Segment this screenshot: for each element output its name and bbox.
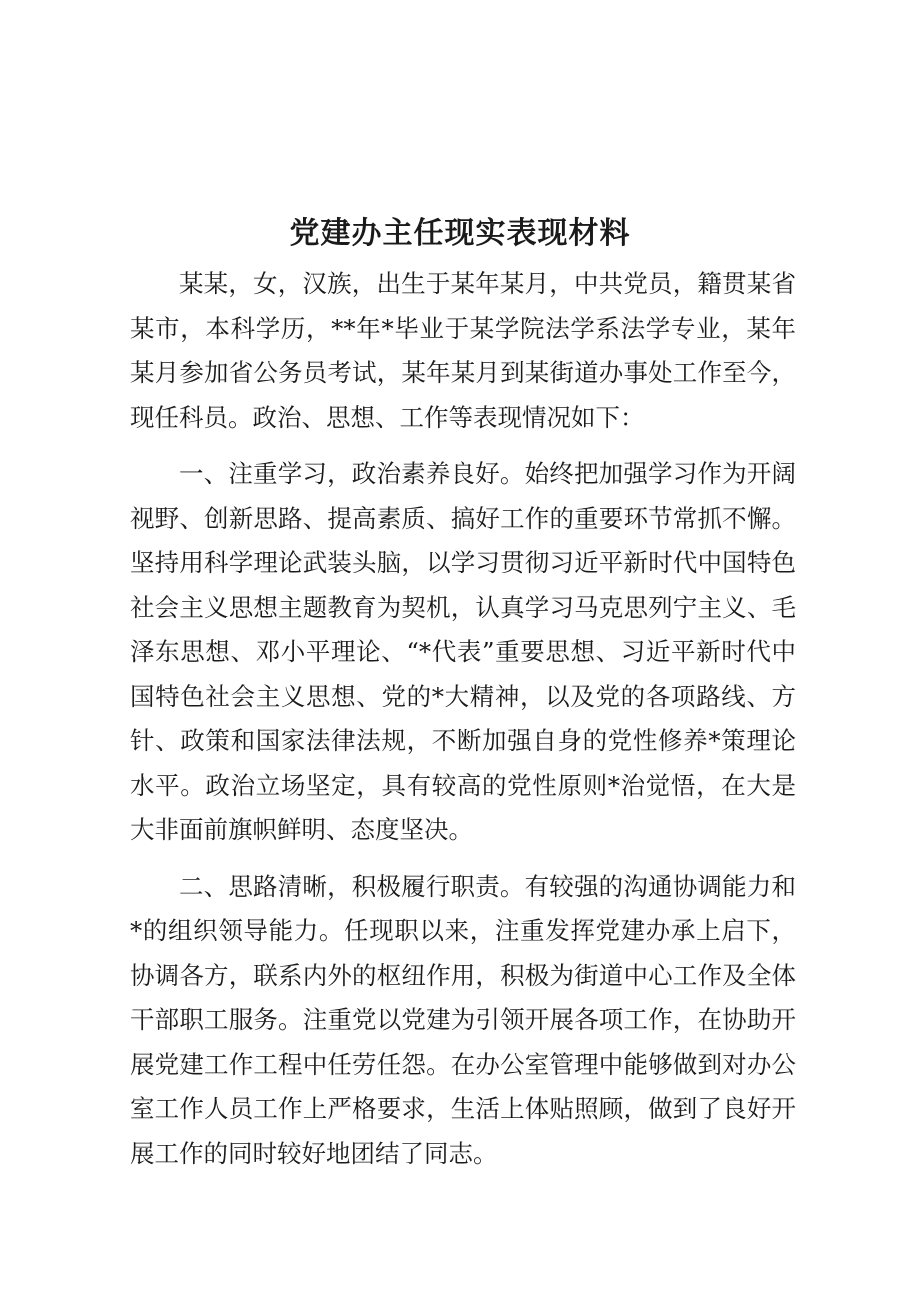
- document-body: [130, 262, 796, 1188]
- paragraph-duties: 二、思路清晰，积极履行职责。有较强的沟通协调能力和*的组织领导能力。任现职以来，注重发挥党建办承上启下，协调各方，联系内外的枢纽作用，积极为街道中心工作及全体干部职工服务。注重党以党建为引领开展各项工作，在协助开展党建工作工程中任劳任怨。在办公室管理中能够做到对办公室工作人员工作上严格要求，生活上体贴照顾，做到了良好开展工作的同时较好地团结了同志。: [130, 871, 796, 1168]
- paragraph-intro: 某某，女，汉族，出生于某年某月，中共党员，籍贯某省某市，本科学历，**年*毕业于某学院法学系法学专业，某年某月参加省公务员考试，某年某月到某街道办事处工作至今，现任科员。政治、思想、工作等表现情况如下：: [130, 269, 796, 432]
- paragraph-study: 一、注重学习，政治素养良好。始终把加强学习作为开阔视野、创新思路、提高素质、搞好工作的重要环节常抓不懈。坚持用科学理论武装头脑，以学习贯彻习近平新时代中国特色社会主义思想主题教育为契机，认真学习马克思列宁主义、毛泽东思想、邓小平理论、“*代表”重要思想、习近平新时代中国特色社会主义思想、党的*大精神，以及党的各项路线、方针、政策和国家法律法规，不断加强自身的党性修养*策理论水平。政治立场坚定，具有较高的党性原则*治觉悟，在大是大非面前旗帜鲜明、态度坚决。: [130, 459, 796, 844]
- document-title: 党建办主任现实表现材料: [289, 216, 631, 251]
